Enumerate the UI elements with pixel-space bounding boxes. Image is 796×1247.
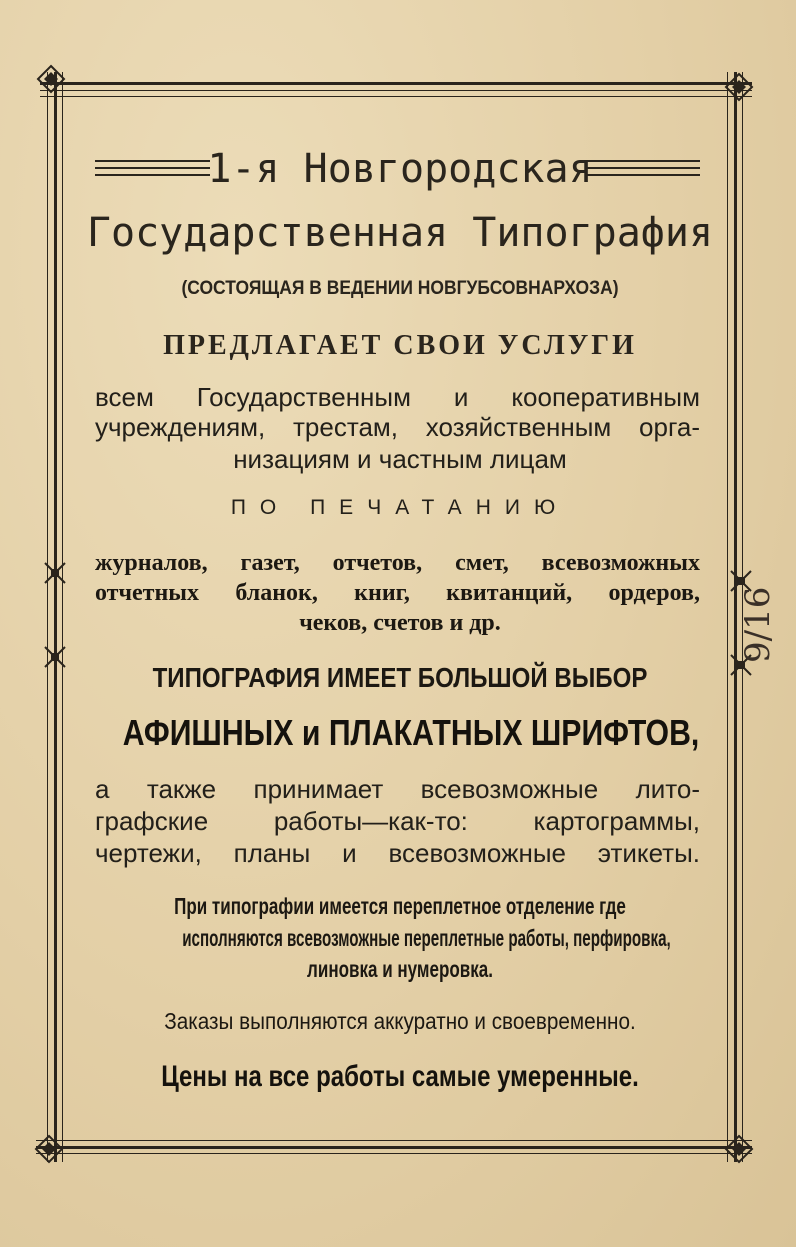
- binding-line-2: исполняются всевозможные переплетные работы, перфировка,: [182, 925, 671, 951]
- side-ornament-icon: [42, 644, 68, 670]
- litho-line-3: чертежи, планы и всевозможные этикеты.: [95, 838, 700, 868]
- header-line-1: 1-я Новгородская: [207, 146, 593, 192]
- clients-line-1: всем Государственным и кооперативным: [95, 382, 700, 412]
- choice-line: ТИПОГРАФИЯ ИМЕЕТ БОЛЬШОЙ ВЫБОР: [152, 662, 648, 693]
- header-subtitle: (СОСТОЯЩАЯ В ВЕДЕНИИ НОВГУБСОВНАРХОЗА): [181, 278, 619, 299]
- printing-line-3: чеков, счетов и др.: [299, 610, 501, 636]
- handwritten-number: 9/16: [738, 586, 778, 664]
- clients-line-2: учреждениям, трестам, хозяйственным орга-: [95, 412, 700, 442]
- printing-line-2: отчетных бланок, книг, квитанций, ордеров,: [95, 580, 700, 606]
- fonts-line: АФИШНЫХ и ПЛАКАТНЫХ ШРИФТОВ,: [122, 712, 700, 753]
- corner-ornament-icon: [36, 64, 66, 94]
- binding-line-3: линовка и нумеровка.: [307, 956, 493, 982]
- prices-line: Цены на все работы самые умеренные.: [161, 1060, 639, 1093]
- printing-heading: ПО ПЕЧАТАНИЮ: [230, 496, 570, 519]
- header-line-2: Государственная Типография: [86, 210, 714, 256]
- clients-line-3: низациям и частным лицам: [233, 444, 567, 474]
- corner-ornament-icon: [724, 1134, 754, 1164]
- orders-line: Заказы выполняются аккуратно и своевременно.: [164, 1008, 636, 1034]
- offer-heading: ПРЕДЛАГАЕТ СВОИ УСЛУГИ: [163, 330, 637, 361]
- side-ornament-icon: [42, 560, 68, 586]
- binding-line-1: При типографии имеется переплетное отделение где: [174, 893, 626, 919]
- corner-ornament-icon: [724, 72, 754, 102]
- printing-line-1: журналов, газет, отчетов, смет, всевозможных: [95, 550, 700, 576]
- corner-ornament-icon: [34, 1134, 64, 1164]
- litho-line-1: а также принимает всевозможные лито-: [95, 774, 700, 804]
- litho-line-2: графские работы—как-то: картограммы,: [95, 806, 700, 836]
